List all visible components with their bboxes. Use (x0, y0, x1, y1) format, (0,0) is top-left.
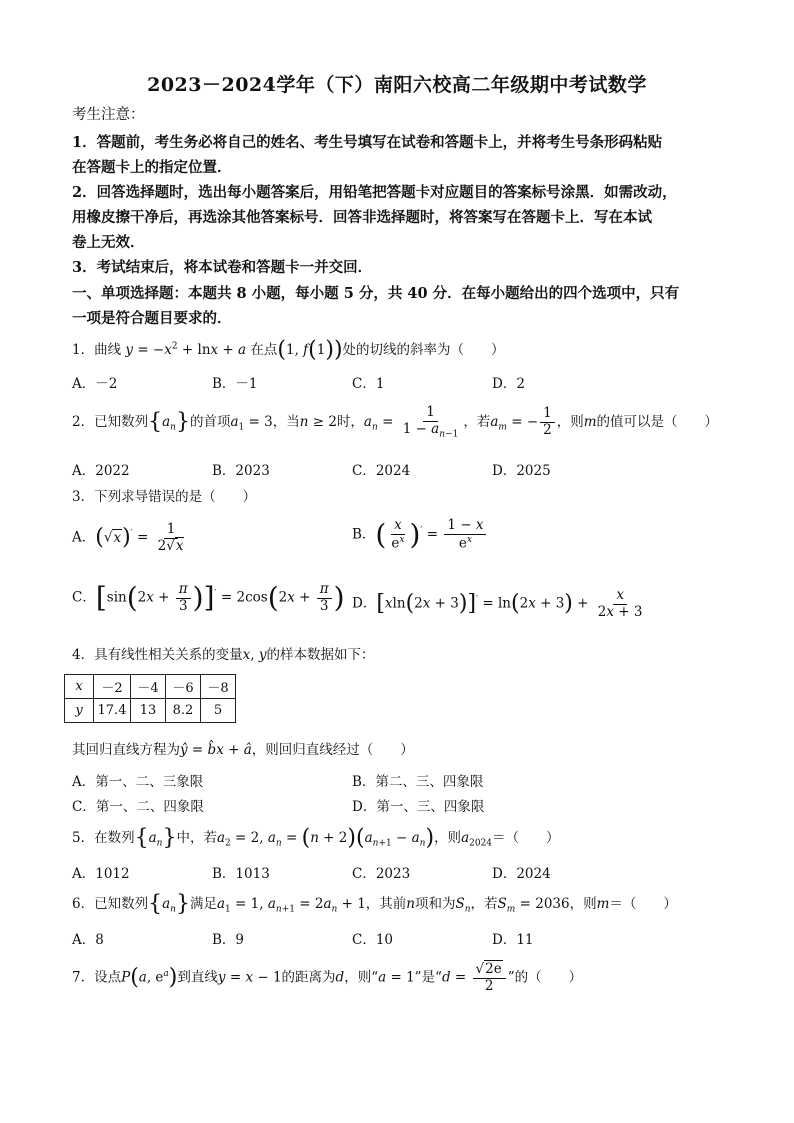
q1-option-c: C．1 (352, 376, 385, 392)
question-2: 2．已知数列$\{a_n\}$的首项$a_1 = 3$，当n ≥ 2时，$a_n$ = $\frac{1}{1 - a_{n-1}}$ ，若$a_m$ = − $\frac{1}{2}$ ，则m的值可以是（ ） (72, 404, 719, 440)
notice-line-5: 卷上无效． (72, 234, 145, 251)
q2-option-c: C．2024 (352, 463, 411, 479)
q1-option-b: B．－1 (212, 376, 258, 392)
q4-option-b: B．第二、三、四象限 (352, 774, 484, 790)
section-heading-1: 一、单项选择题：本题共 8 小题，每小题 5 分，共 40 分．在每小题给出的四个选项中，只有 (72, 285, 680, 302)
q5-option-b: B．1013 (212, 866, 270, 882)
table-cell: 17.4 (94, 699, 131, 723)
sample-data-table (64, 674, 236, 723)
q5-option-d: D．2024 (492, 866, 551, 882)
q6-option-b: B．9 (212, 932, 245, 948)
q5-option-c: C．2023 (352, 866, 411, 882)
q3-option-d: D．[xln(2x + 3)]′ = ln(2x + 3) + $\frac{x}{2x + 3}$ (352, 587, 643, 620)
table-row (65, 675, 236, 699)
table-cell: 5 (201, 699, 236, 723)
question-1: 1．曲线 $y = -x^2 + \ln x + a$ 在点(1, f(1))处的切线的斜率为（ ） (72, 337, 505, 363)
notice-line-2: 在答题卡上的指定位置． (72, 159, 232, 176)
table-header-y: y (65, 699, 94, 723)
q3-option-b: B．( $\frac{x}{e^x}$ )′ = $\frac{1 - x}{e^x}$ (352, 518, 488, 552)
q6-option-d: D．11 (492, 932, 534, 948)
question-3: 3．下列求导错误的是（ ） (72, 489, 257, 505)
question-7: 7．设点P(a, $e^a$)到直线y = x − 1的距离为d，则“a = 1”是“d = $\frac{√2e}{2}$ ”的（ ） (72, 961, 583, 994)
q2-option-b: B．2023 (212, 463, 270, 479)
table-header-x: x (65, 675, 94, 699)
q3-option-c: C．[sin(2x + $\frac{\pi}{3}$ )]′ = 2cos(2x + $\frac{\pi}{3}$ ) (72, 581, 345, 615)
notice-line-1: 1．答题前，考生务必将自己的姓名、考生号填写在试卷和答题卡上，并将考生号条形码粘贴 (72, 134, 663, 151)
q6-option-c: C．10 (352, 932, 394, 948)
q5-option-a: A．1012 (72, 866, 130, 882)
q1-option-d: D．2 (492, 376, 525, 392)
table-row (65, 699, 236, 723)
question-5: 5．在数列$\{a_n\}$中，若$a_2 = 2$, $a_n = (n + 2)(a_{n+1} - a_n)$，则$a_{2024}=$（ ） (72, 825, 560, 851)
exam-title: 2023－2024学年（下）南阳六校高二年级期中考试数学 (147, 74, 647, 96)
q2-option-a: A．2022 (72, 463, 130, 479)
q6-option-a: A．8 (72, 932, 104, 948)
table-cell: 8.2 (166, 699, 201, 723)
q4-option-d: D．第一、三、四象限 (352, 799, 485, 815)
q4-option-c: C．第一、二、四象限 (72, 799, 204, 815)
question-4-line-2: 其回归直线方程为ŷ = b̂x + â，则回归直线经过（ ） (72, 742, 414, 758)
notice-heading: 考生注意： (72, 107, 145, 123)
question-4: 4．具有线性相关关系的变量x, y的样本数据如下： (72, 647, 375, 663)
notice-line-3: 2．回答选择题时，选出每小题答案后，用铅笔把答题卡对应题目的答案标号涂黑．如需改动， (72, 184, 677, 201)
notice-line-6: 3．考试结束后，将本试卷和答题卡一并交回． (72, 259, 373, 276)
table-cell: －6 (166, 675, 201, 699)
notice-line-4: 用橡皮擦干净后，再选涂其他答案标号．回答非选择题时，将答案写在答题卡上．写在本试 (72, 209, 652, 226)
table-cell: －8 (201, 675, 236, 699)
section-heading-2: 一项是符合题目要求的． (72, 310, 232, 327)
question-6: 6．已知数列$\{a_n\}$满足$a_1 = 1$, $a_{n+1} = 2a_n + 1$，其前n项和为$S_n$，若$S_m = 2036$，则m＝（ ） (72, 891, 677, 917)
q4-option-a: A．第一、二、三象限 (72, 774, 204, 790)
q3-option-a: A．(√x)′ = $\frac{1}{2√x}$ (72, 521, 184, 554)
table-cell: 13 (131, 699, 166, 723)
q1-option-a: A．－2 (72, 376, 118, 392)
table-cell: －4 (131, 675, 166, 699)
q2-option-d: D．2025 (492, 463, 551, 479)
table-cell: －2 (94, 675, 131, 699)
